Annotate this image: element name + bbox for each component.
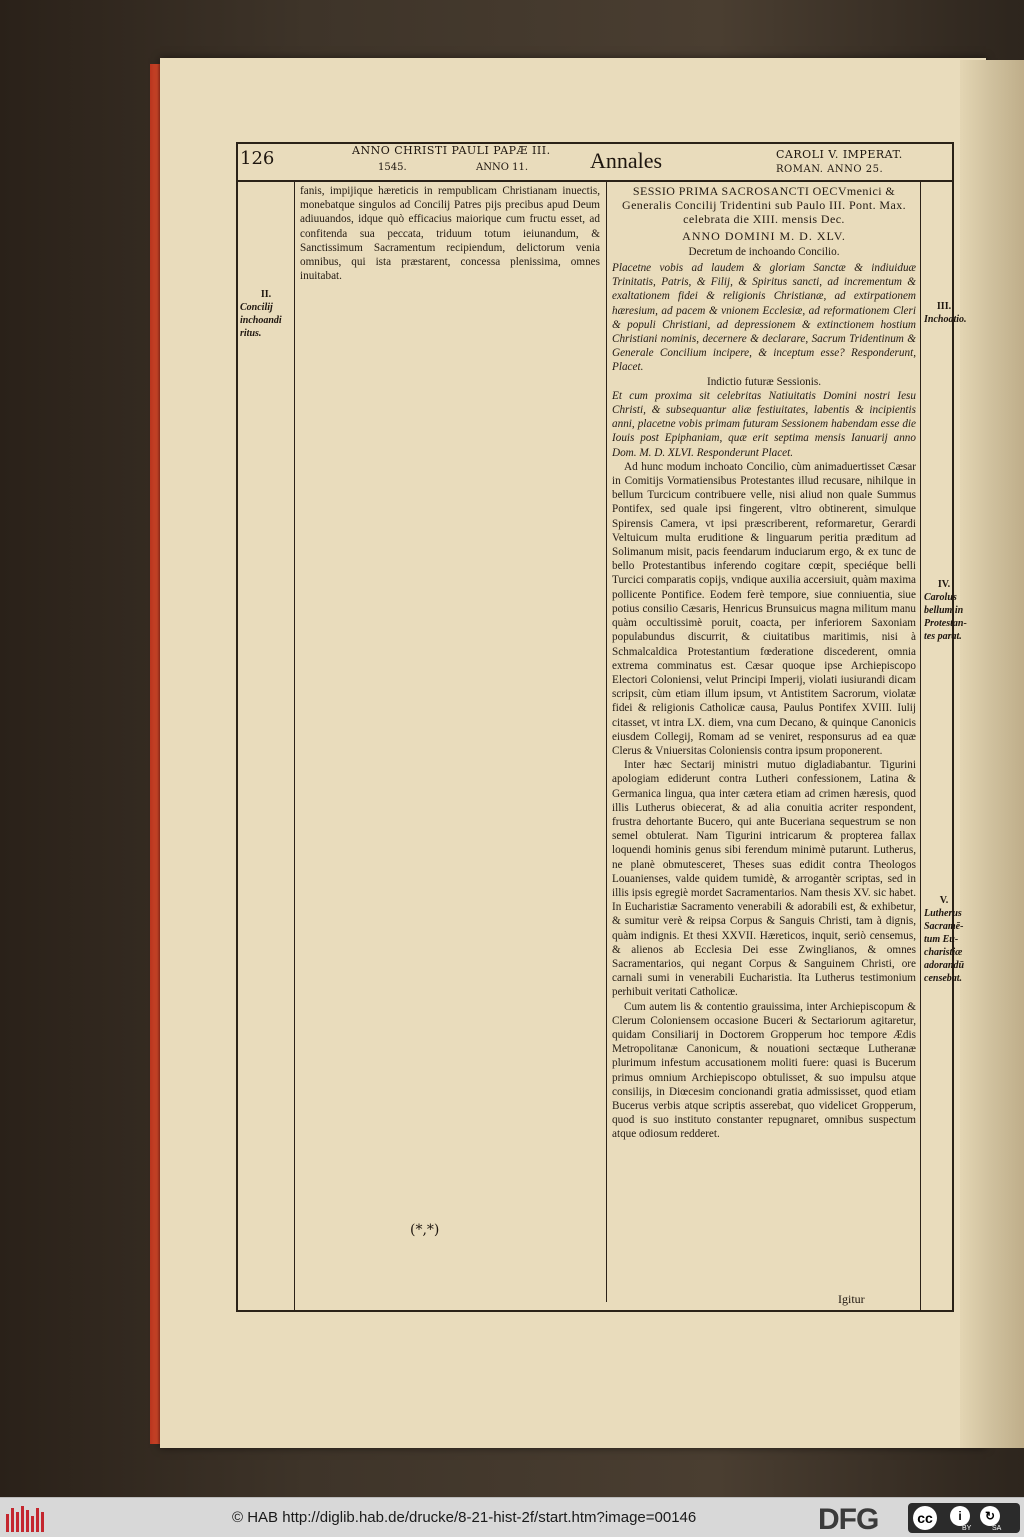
running-title: Annales	[590, 148, 663, 173]
page-number: 126	[240, 148, 275, 169]
margin-note-line: adorandū	[924, 960, 965, 971]
margin-note-line: ritus.	[240, 328, 262, 339]
session-year: ANNO DOMINI M. D. XLV.	[682, 228, 846, 243]
share-alike-icon: ↻	[980, 1506, 1000, 1526]
cc-icon: cc	[913, 1506, 937, 1530]
margin-note-iii	[924, 300, 967, 326]
indictio-title: Indictio futuræ Sessionis.	[706, 375, 822, 388]
copyright-link[interactable]: © HAB http://diglib.hab.de/drucke/8-21-hist-2f/start.htm?image=00146	[232, 1509, 697, 1526]
header-rule	[236, 180, 954, 182]
right-margin-rule	[920, 182, 921, 1310]
hab-logo-icon[interactable]	[6, 1504, 46, 1532]
margin-note-line: Carolus	[924, 592, 957, 603]
paragraph-colonia: Cum autem lis & contentio grauissima, inter Archiepiscopum & Clerum Coloniensem occasione Buceri & Sectariorum agitaretur, quidam Consiliarij in Doctorem Gropperum hoc tempore Ædis Metropolitanæ Canonicum, & nouationi sectæque Lutheranæ plurimum infestum accusationem moliti fuere: quasi is Bucerum primus omnium Archiepiscopo obtulisset, & suo impulsu atque consilijs, in Diœcesim concionandi gratia admississet, quod etiam Bucerus verbis atque scriptis asserebat, quo videlicet Gropperum, quod is suo instituto constanter repugnaret, omnibus suspectum atque odiosum redderet.	[612, 1000, 916, 1141]
header-left-line1: ANNO CHRISTI PAULI PAPÆ III.	[352, 144, 551, 157]
indictio-text: Et cum proxima sit celebritas Natiuitatis Domini nostri Iesu Christi, & subsequantur aliæ festiuitates, labentis & incipientis anni, placetne vobis primam futuram Sessionem habendam esse die Iouis post Epiphaniam, quæ erit septima mensis Ianuarij anno Dom. M. D. XLVI. Responderunt Placet.	[612, 389, 916, 459]
dfg-logo[interactable]: DFG	[818, 1503, 879, 1536]
header-right-line1: CAROLI V. IMPERAT.	[776, 148, 903, 161]
margin-note-v	[924, 894, 964, 985]
margin-note-line: Sacramē-	[924, 921, 964, 932]
margin-note-line: III.	[936, 301, 952, 312]
margin-note-ii	[240, 288, 292, 340]
header-left-year: 1545.	[378, 162, 407, 173]
decree-text: Placetne vobis ad laudem & gloriam Sanctæ & indiuiduæ Trinitatis, Patris, & Filij, & Spiritus sancti, ad incrementum & exaltationem fidei & religionis Christianæ, ad extirpationem hæresium, ad pacem & vnionem Ecclesiæ, ad reformationem Cleri & populi Christiani, ad depressionem & extinctionem hostium Christiani nominis, decernere & declarare, Sacrum Tridentinum & Generale Concilium incipere, & inceptum esse? Responderunt, Placet.	[612, 262, 916, 374]
margin-note-line: Concilij	[240, 302, 273, 313]
catchword: Igitur	[838, 1292, 865, 1306]
column-divider	[606, 182, 607, 1302]
margin-note-iv	[924, 578, 967, 643]
right-text-column	[612, 184, 916, 1142]
margin-note-line: charistiæ	[924, 947, 963, 958]
margin-note-line: censebat.	[924, 973, 963, 984]
margin-note-line: inchoandi	[240, 315, 282, 326]
margin-note-line: II.	[260, 289, 272, 300]
paragraph-concilio: Ad hunc modum inchoato Concilio, cùm animaduertisset Cæsar in Comitijs Vormatiensibus Protestantes illud recusare, nihilque in bellum Turcicum contribuere velle, nisi aliud non quale Summus Pontifex, sed quale ipsi fingerent, vltro obtinerent, simulque Spirensis Camera, vt ipsi præscriberent, reformaretur, Gerardi Veltuicum multa eruditione & linguarum peritia præditum ad Solimanum misit, pacis feendarum induciarum ergo, & ex tunc de bello Protestantibus inferendo cogitare cœpit, speciéque belli Turcici comparatis copijs, vndique auxilia accersiuit, quàm maxima pollicente Pontifice. Eodem ferè tempore, siue conniuentia, siue potius consilio Cæsaris, Henricus Brunsuicus magna militum manu quàm occultissimè poruit, coacta, per inferiorem Saxoniam populabundus discurrit, & ciuitatibus maritimis, nisi à Schmalcaldica Protestantium fœderatione discederent, omnia extrema comminatus est. Cæsar quoque ipse Archiepiscopo Electori Coloniensi, velut Principi Imperij, violati iusiurandi dicam scripsit, cùm etiam illum ipsum, vt Antistitem Sacrorum, violatæ fidei & religionis Catholicæ causa, Paulus Pontifex XVIII. Iulij citasset, vt intra LX. diem, vna cum Decano, & quinque Canonicis eiusdem Collegij, Romam ad se veniret, responsurus ad ea quæ Clerus & Vniuersitas Coloniensis contra ipsum proponerent.	[612, 460, 916, 757]
header-right-line2: ROMAN. ANNO 25.	[776, 164, 884, 175]
left-column-text: fanis, impijique hæreticis in rempublicam Christianam inuectis, monebatque singulos ad Concilij Patres pijs precibus apud Deum adiuuandos, idque quò efficacius maiorique cum fructu esset, ad confitenda sua peccata, triduum totum ieiunandum, & Sanctissimum Sacramentum recipiendum, delictorum venia omnibus, qui ista præstarent, concessa plenissima, omnes inuitabat.	[300, 185, 600, 283]
margin-note-line: Lutherus	[924, 908, 962, 919]
header-left-anno: ANNO 11.	[476, 162, 529, 173]
license-by-label: BY	[962, 1525, 972, 1532]
left-margin-rule	[294, 182, 295, 1310]
margin-note-line: IV.	[937, 579, 951, 590]
signature-mark: (*,*)	[410, 1222, 440, 1238]
left-text-column	[300, 184, 600, 283]
margin-note-line: V.	[939, 895, 949, 906]
attribution-icon: i	[950, 1506, 970, 1526]
margin-note-line: tes parat.	[924, 631, 962, 642]
viewer-footer	[0, 1497, 1024, 1537]
bottom-rule	[236, 1310, 954, 1312]
session-title: SESSIO PRIMA SACROSANCTI OECVmenici & Generalis Concilij Tridentini sub Paulo III. Pont. Max. celebrata die XIII. mensis Dec.	[622, 184, 906, 227]
margin-note-line: Protestan-	[924, 618, 967, 629]
paragraph-sectarij: Inter hæc Sectarij ministri mutuo digladiabantur. Tigurini apologiam ediderunt contra Lutheri confessionem, Latina & Germanica lingua, qua inter cætera etiam ad crimen hæresis, quod illis Lutherus obiecerat, & ad alia conuitia acriter respondent, frustra dehortante Bucero, qui ante Buceriana sequestrum se non semel obtulerat. Nam Tigurini intricarum & propterea fallax loquendi hominis genus sibi ferendum minimè putarunt. Lutherus, ne planè obmutesceret, Theses suas edidit contra Theologos Louanienses, valde quidem tumidè, & arrogantèr scriptas, sed in illis ipsis egregiè mordet Sacramentarios. Nam thesis XV. sic habet. In Eucharistiæ Sacramento venerabili & adorabili est, & exhibetur, & sumitur verè & reipsa Corpus & Sanguis Christi, tam à dignis, quàm indignis. Et thesi XXVII. Hæreticos, inquit, seriò censemus, & alienos ab Ecclesia Dei esse Zwinglianos, & omnes Sacramentarios, qui negant Corpus & Sanguinem Christi, ore carnali sumi in venerabili Eucharistia. Ita Lutherus testimonium perhibuit veritati Catholicæ.	[612, 759, 916, 999]
decree-title: Decretum de inchoando Concilio.	[688, 245, 840, 258]
margin-note-line: tum Eu-	[924, 934, 959, 945]
page-gutter	[960, 60, 1024, 1448]
margin-note-line: bellum in	[924, 605, 964, 616]
license-sa-label: SA	[992, 1525, 1002, 1532]
margin-note-line: Inchoatio.	[924, 314, 967, 325]
